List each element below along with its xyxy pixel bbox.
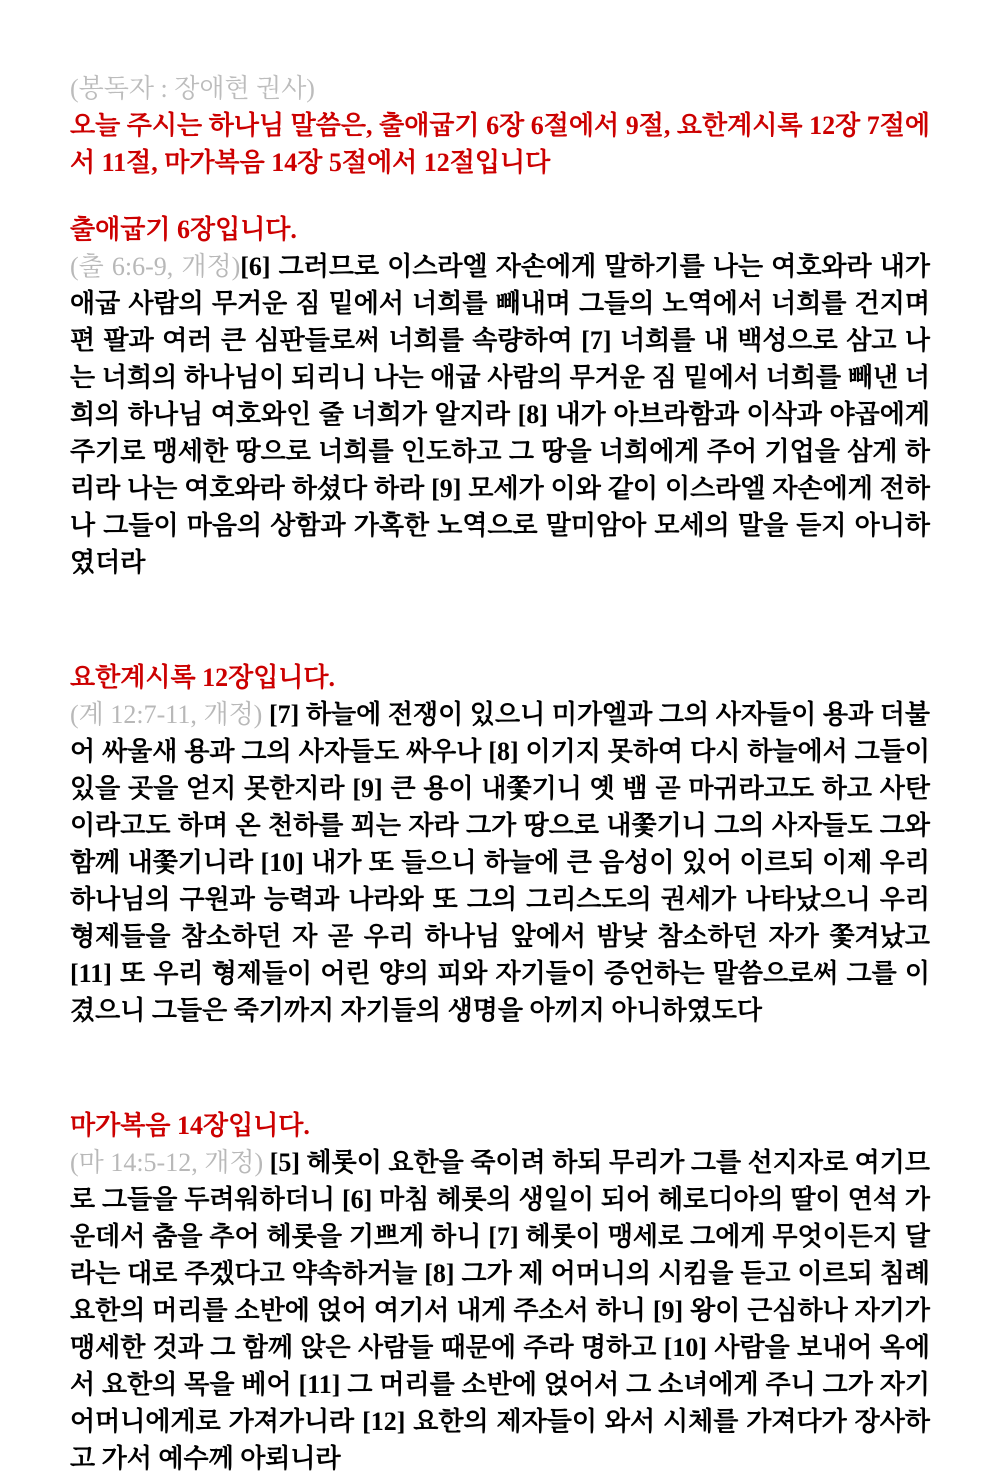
section-heading: 요한계시록 12장입니다. (70, 663, 336, 692)
verse-citation: (계 12:7-11, 개정) (70, 700, 263, 729)
section-heading: 마가복음 14장입니다. (70, 1111, 310, 1140)
scripture-section-mark (70, 1107, 930, 1477)
scripture-section-exodus (70, 211, 930, 581)
verse-text: [7] 하늘에 전쟁이 있으니 미가엘과 그의 사자들이 용과 더불어 싸울새 용과 그의 사자들도 싸우나 [8] 이기지 못하여 다시 하늘에서 그들이 있을 곳을 얻지 못한지라 [9] 큰 용이 내쫓기니 옛 뱀 곧 마귀라고도 하고 사탄이라고도 하며 온 천하를 꾀는 자라 그가 땅으로 내쫓기니 그의 사자들도 그와 함께 내쫓기니라 [10] 내가 또 들으니 하늘에 큰 음성이 있어 이르되 이제 우리 하나님의 구원과 능력과 나라와 또 그의 그리스도의 권세가 나타났으니 우리 형제들을 참소하던 자 곧 우리 하나님 앞에서 밤낮 참소하던 자가 쫓겨났고 [11] 또 우리 형제들이 어린 양의 피와 자기들이 증언하는 말씀으로써 그를 이겼으니 그들은 죽기까지 자기들의 생명을 아끼지 아니하였도다 (70, 700, 930, 1025)
scripture-section-revelation (70, 659, 930, 1029)
verse-text: [6] 그러므로 이스라엘 자손에게 말하기를 나는 여호와라 내가 애굽 사람의 무거운 짐 밑에서 너희를 빼내며 그들의 노역에서 너희를 건지며 편 팔과 여러 큰 심판들로써 너희를 속량하여 [7] 너희를 내 백성으로 삼고 나는 너희의 하나님이 되리니 나는 애굽 사람의 무거운 짐 밑에서 너희를 빼낸 너희의 하나님 여호와인 줄 너희가 알지라 [8] 내가 아브라함과 이삭과 야곱에게 주기로 맹세한 땅으로 너희를 인도하고 그 땅을 너희에게 주어 기업을 삼게 하리라 나는 여호와라 하셨다 하라 [9] 모세가 이와 같이 이스라엘 자손에게 전하나 그들이 마음의 상함과 가혹한 노역으로 말미암아 모세의 말을 듣지 아니하였더라 (70, 252, 930, 577)
verse-citation: (마 14:5-12, 개정) (70, 1148, 264, 1177)
verse-paragraph (70, 696, 930, 1029)
verse-paragraph (70, 1144, 930, 1477)
section-heading: 출애굽기 6장입니다. (70, 215, 297, 244)
document-content (70, 70, 930, 1477)
reader-note: (봉독자 : 장애현 권사) (70, 74, 315, 103)
scripture-announcement: 오늘 주시는 하나님 말씀은, 출애굽기 6장 6절에서 9절, 요한계시록 12장 7절에서 11절, 마가복음 14장 5절에서 12절입니다 (70, 111, 930, 177)
verse-paragraph (70, 248, 930, 581)
verse-citation: (출 6:6-9, 개정) (70, 252, 241, 281)
verse-text: [5] 헤롯이 요한을 죽이려 하되 무리가 그를 선지자로 여기므로 그들을 두려워하더니 [6] 마침 헤롯의 생일이 되어 헤로디아의 딸이 연석 가운데서 춤을 추어 헤롯을 기쁘게 하니 [7] 헤롯이 맹세로 그에게 무엇이든지 달라는 대로 주겠다고 약속하거늘 [8] 그가 제 어머니의 시킴을 듣고 이르되 침례 요한의 머리를 소반에 얹어 여기서 내게 주소서 하니 [9] 왕이 근심하나 자기가 맹세한 것과 그 함께 앉은 사람들 때문에 주라 명하고 [10] 사람을 보내어 옥에서 요한의 목을 베어 [11] 그 머리를 소반에 얹어서 그 소녀에게 주니 그가 자기 어머니에게로 가져가니라 [12] 요한의 제자들이 와서 시체를 가져다가 장사하고 가서 예수께 아뢰니라 (70, 1148, 930, 1473)
